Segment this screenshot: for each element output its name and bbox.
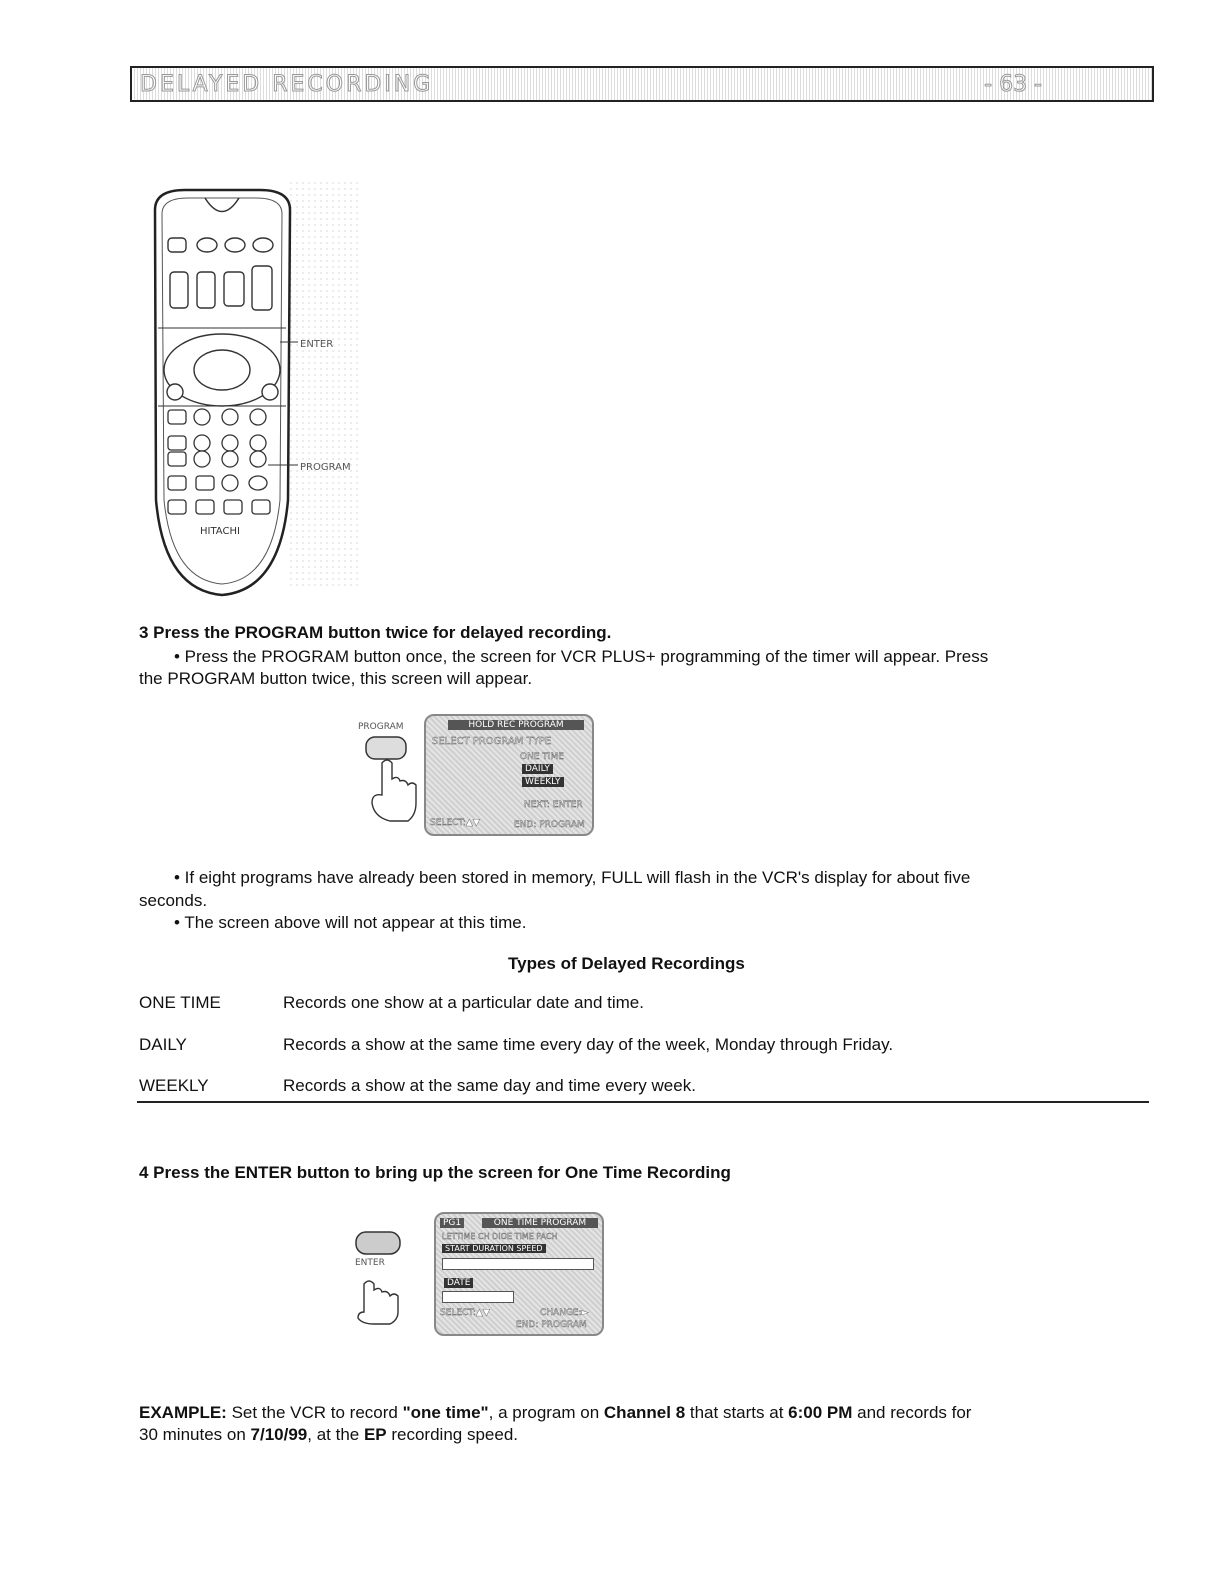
osd2-date-field xyxy=(442,1291,514,1303)
example-text: , a program on xyxy=(488,1403,604,1422)
step3-line2: the PROGRAM button twice, this screen will appear. xyxy=(139,669,533,688)
remote-enter-label: ENTER xyxy=(300,339,334,350)
osd1-select: SELECT:▲▼ xyxy=(430,818,480,828)
type-row xyxy=(139,993,644,1013)
example-label: EXAMPLE: xyxy=(139,1403,227,1422)
osd2-row2: START DURATION SPEED xyxy=(442,1244,546,1253)
osd2-title: ONE TIME PROGRAM xyxy=(482,1218,598,1228)
program-button-label: PROGRAM xyxy=(358,722,404,732)
osd1-subtitle: SELECT PROGRAM TYPE xyxy=(432,736,552,747)
osd2-time-field xyxy=(442,1258,594,1270)
step3-line1: • Press the PROGRAM button once, the screen for VCR PLUS+ programming of the timer will appear. Press xyxy=(174,647,989,666)
example-text: Set the VCR to record xyxy=(226,1403,403,1422)
type-desc: Records one show at a particular date and time. xyxy=(283,993,644,1012)
remote-program-label: PROGRAM xyxy=(300,462,351,473)
type-desc: Records a show at the same day and time every week. xyxy=(283,1076,696,1095)
osd2-row1: LETTIME CH DIOE TIME PACH xyxy=(442,1232,558,1241)
osd-select-program-type xyxy=(424,714,594,836)
example-text: that starts at xyxy=(685,1403,789,1422)
example-bold: "one time" xyxy=(402,1403,489,1422)
osd1-title: HOLD REC PROGRAM xyxy=(448,720,584,730)
enter-button-label: ENTER xyxy=(355,1258,385,1268)
remote-brand: HITACHI xyxy=(200,526,240,537)
osd2-end: END: PROGRAM xyxy=(516,1320,587,1330)
example-paragraph xyxy=(139,1402,1149,1446)
osd2-change: CHANGE:► xyxy=(540,1308,589,1318)
osd2-tag: PG1 xyxy=(440,1218,464,1228)
note-line1: • If eight programs have already been stored in memory, FULL will flash in the VCR's display for about five xyxy=(174,868,971,887)
hand-press-enter-illustration xyxy=(350,1226,420,1326)
type-desc: Records a show at the same time every day of the week, Monday through Friday. xyxy=(283,1035,894,1054)
page-number: - 63 - xyxy=(984,72,1042,97)
example-text: and records for xyxy=(852,1403,972,1422)
type-row xyxy=(139,1035,893,1055)
example-bold: EP xyxy=(363,1425,387,1444)
hand-press-program-illustration xyxy=(360,735,430,825)
header-title: DELAYED RECORDING xyxy=(140,72,434,97)
type-row xyxy=(139,1076,696,1096)
osd1-option-daily: DAILY xyxy=(522,764,553,774)
osd2-date-label: DATE xyxy=(444,1278,473,1288)
example-text: , at the xyxy=(307,1425,364,1444)
note-line3: • The screen above will not appear at this time. xyxy=(174,913,527,932)
type-term: DAILY xyxy=(139,1035,187,1054)
osd-one-time-program xyxy=(434,1212,604,1336)
osd1-end: END: PROGRAM xyxy=(514,820,585,830)
type-term: ONE TIME xyxy=(139,993,221,1012)
type-term: WEEKLY xyxy=(139,1076,209,1095)
step3-heading: 3 Press the PROGRAM button twice for delayed recording. xyxy=(139,623,612,642)
example-text: recording speed. xyxy=(386,1425,519,1444)
osd2-select: SELECT:▲▼ xyxy=(440,1308,490,1318)
remote-illustration xyxy=(140,170,380,610)
osd1-next: NEXT: ENTER xyxy=(524,800,583,810)
example-bold: 7/10/99 xyxy=(250,1425,308,1444)
types-title: Types of Delayed Recordings xyxy=(508,954,745,973)
example-bold: 6:00 PM xyxy=(788,1403,853,1422)
example-text: 30 minutes on xyxy=(139,1425,251,1444)
example-bold: Channel 8 xyxy=(603,1403,686,1422)
step4-heading: 4 Press the ENTER button to bring up the screen for One Time Recording xyxy=(139,1163,731,1182)
page-header xyxy=(130,66,1154,102)
osd1-option-weekly: WEEKLY xyxy=(522,777,564,787)
osd1-option-onetime: ONE TIME xyxy=(520,752,564,762)
note-line2: seconds. xyxy=(139,891,208,910)
table-divider xyxy=(137,1101,1149,1103)
